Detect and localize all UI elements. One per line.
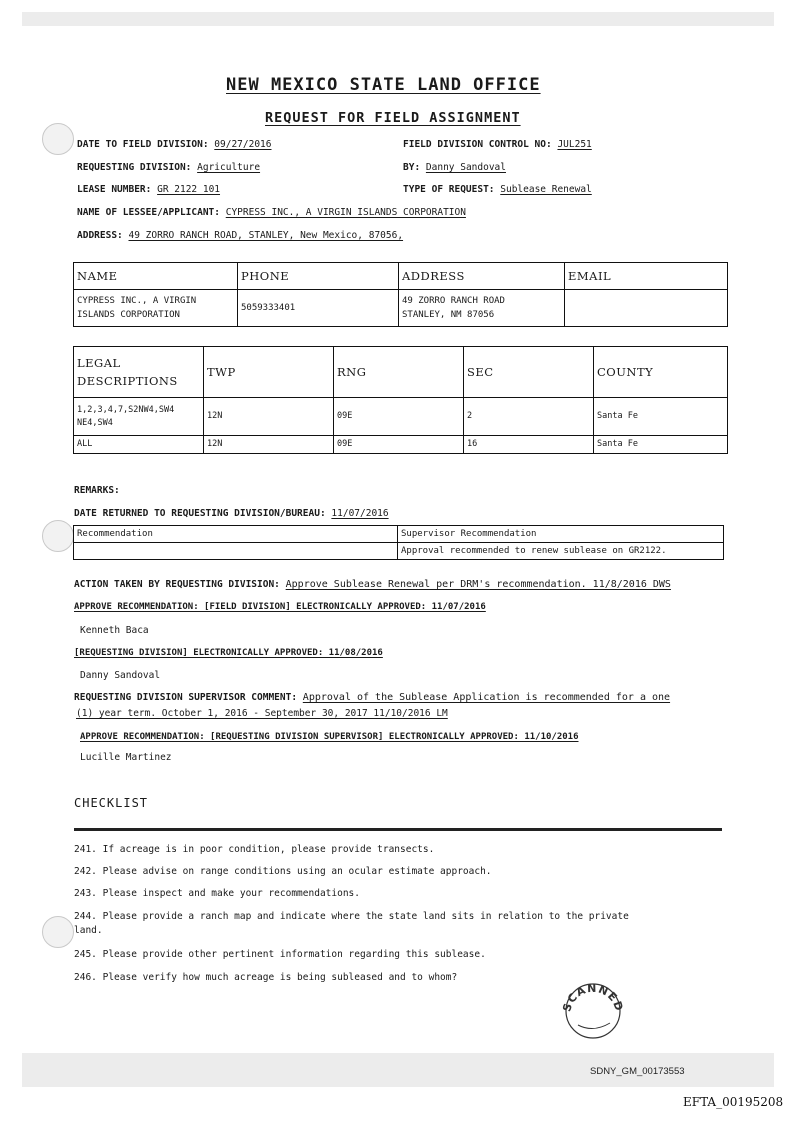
checklist-item: land.	[74, 925, 103, 936]
approve-field-division: APPROVE RECOMMENDATION: [FIELD DIVISION] ELECTRONICALLY APPROVED: 11/07/2016	[74, 602, 486, 612]
page-title: NEW MEXICO STATE LAND OFFICE	[226, 75, 541, 95]
efta-number: EFTA_00195208	[683, 1095, 784, 1109]
column-header: TWP	[204, 347, 334, 398]
stamp-text: SCANNED	[560, 981, 626, 1014]
rng-cell: 09E	[334, 436, 464, 454]
legal-description-cell: ALL	[74, 436, 204, 454]
document-id: SDNY_GM_00173553	[590, 1066, 685, 1077]
column-header: ADDRESS	[399, 263, 565, 290]
date-to-field-division: DATE TO FIELD DIVISION: 09/27/2016	[77, 139, 272, 150]
table-row	[74, 398, 728, 436]
column-header: EMAIL	[565, 263, 728, 290]
type-of-request: TYPE OF REQUEST: Sublease Renewal	[403, 184, 592, 195]
approver-name: Kenneth Baca	[80, 625, 149, 636]
column-header: NAME	[74, 263, 238, 290]
contact-table	[73, 262, 728, 327]
recommendation-table	[73, 525, 724, 560]
supervisor-recommendation-cell: Approval recommended to renew sublease on GR2122.	[398, 543, 724, 560]
table-row	[74, 543, 724, 560]
column-header: COUNTY	[594, 347, 728, 398]
svg-text:SCANNED	[560, 982, 626, 1013]
sec-cell: 16	[464, 436, 594, 454]
supervisor-comment: REQUESTING DIVISION SUPERVISOR COMMENT: Approval of the Sublease Application is recommended for a one	[74, 692, 671, 703]
lessee-address: ADDRESS: 49 ZORRO RANCH ROAD, STANLEY, New Mexico, 87056,	[77, 230, 404, 241]
column-header: Supervisor Recommendation	[398, 526, 724, 543]
legal-descriptions-table	[73, 346, 728, 454]
scan-top-band	[22, 12, 774, 26]
legal-description-cell: 1,2,3,4,7,S2NW4,SW4 NE4,SW4	[74, 398, 204, 436]
field-division-control-no: FIELD DIVISION CONTROL NO: JUL251	[403, 139, 592, 150]
lessee-applicant: NAME OF LESSEE/APPLICANT: CYPRESS INC., A VIRGIN ISLANDS CORPORATION	[77, 207, 466, 218]
divider	[74, 828, 722, 831]
checklist-item: 241. If acreage is in poor condition, please provide transects.	[74, 844, 435, 855]
approver-name: Lucille Martinez	[80, 752, 172, 763]
contact-phone: 5059333401	[238, 290, 399, 327]
checklist-item: 246. Please verify how much acreage is being subleased and to whom?	[74, 972, 458, 983]
punch-hole-icon	[42, 520, 74, 552]
rng-cell: 09E	[334, 398, 464, 436]
approver-name: Danny Sandoval	[80, 670, 161, 681]
action-taken: ACTION TAKEN BY REQUESTING DIVISION: Approve Sublease Renewal per DRM's recommendation. 11/8/2016 DWS	[74, 579, 671, 590]
recommendation-cell	[74, 543, 398, 560]
column-header: RNG	[334, 347, 464, 398]
checklist-item: 242. Please advise on range conditions using an ocular estimate approach.	[74, 866, 492, 877]
punch-hole-icon	[42, 916, 74, 948]
county-cell: Santa Fe	[594, 398, 728, 436]
twp-cell: 12N	[204, 398, 334, 436]
page-subtitle: REQUEST FOR FIELD ASSIGNMENT	[265, 110, 521, 126]
table-header-row	[74, 263, 728, 290]
checklist-item: 245. Please provide other pertinent information regarding this sublease.	[74, 949, 486, 960]
lease-number: LEASE NUMBER: GR 2122 101	[77, 184, 221, 195]
table-row	[74, 290, 728, 327]
contact-email	[565, 290, 728, 327]
punch-hole-icon	[42, 123, 74, 155]
requested-by: BY: Danny Sandoval	[403, 162, 506, 173]
twp-cell: 12N	[204, 436, 334, 454]
checklist-item: 244. Please provide a ranch map and indicate where the state land sits in relation to the private	[74, 911, 629, 922]
column-header: PHONE	[238, 263, 399, 290]
sec-cell: 2	[464, 398, 594, 436]
table-header-row	[74, 526, 724, 543]
supervisor-comment-continued: (1) year term. October 1, 2016 - September 30, 2017 11/10/2016 LM	[76, 708, 448, 719]
contact-address: 49 ZORRO RANCH ROAD STANLEY, NM 87056	[399, 290, 565, 327]
scanned-stamp-icon	[558, 975, 628, 1041]
date-returned: DATE RETURNED TO REQUESTING DIVISION/BUREAU: 11/07/2016	[74, 508, 389, 519]
checklist-heading: CHECKLIST	[74, 796, 149, 810]
table-row	[74, 436, 728, 454]
table-header-row	[74, 347, 728, 398]
approve-supervisor: APPROVE RECOMMENDATION: [REQUESTING DIVISION SUPERVISOR] ELECTRONICALLY APPROVED: 11/10/2016	[80, 732, 579, 742]
county-cell: Santa Fe	[594, 436, 728, 454]
column-header: LEGAL DESCRIPTIONS	[74, 347, 204, 398]
requesting-division: REQUESTING DIVISION: Agriculture	[77, 162, 261, 173]
column-header: SEC	[464, 347, 594, 398]
contact-name: CYPRESS INC., A VIRGIN ISLANDS CORPORATION	[74, 290, 238, 327]
checklist-item: 243. Please inspect and make your recommendations.	[74, 888, 360, 899]
column-header: Recommendation	[74, 526, 398, 543]
remarks-label: REMARKS:	[74, 485, 120, 496]
approve-requesting-division: [REQUESTING DIVISION] ELECTRONICALLY APPROVED: 11/08/2016	[74, 648, 383, 658]
